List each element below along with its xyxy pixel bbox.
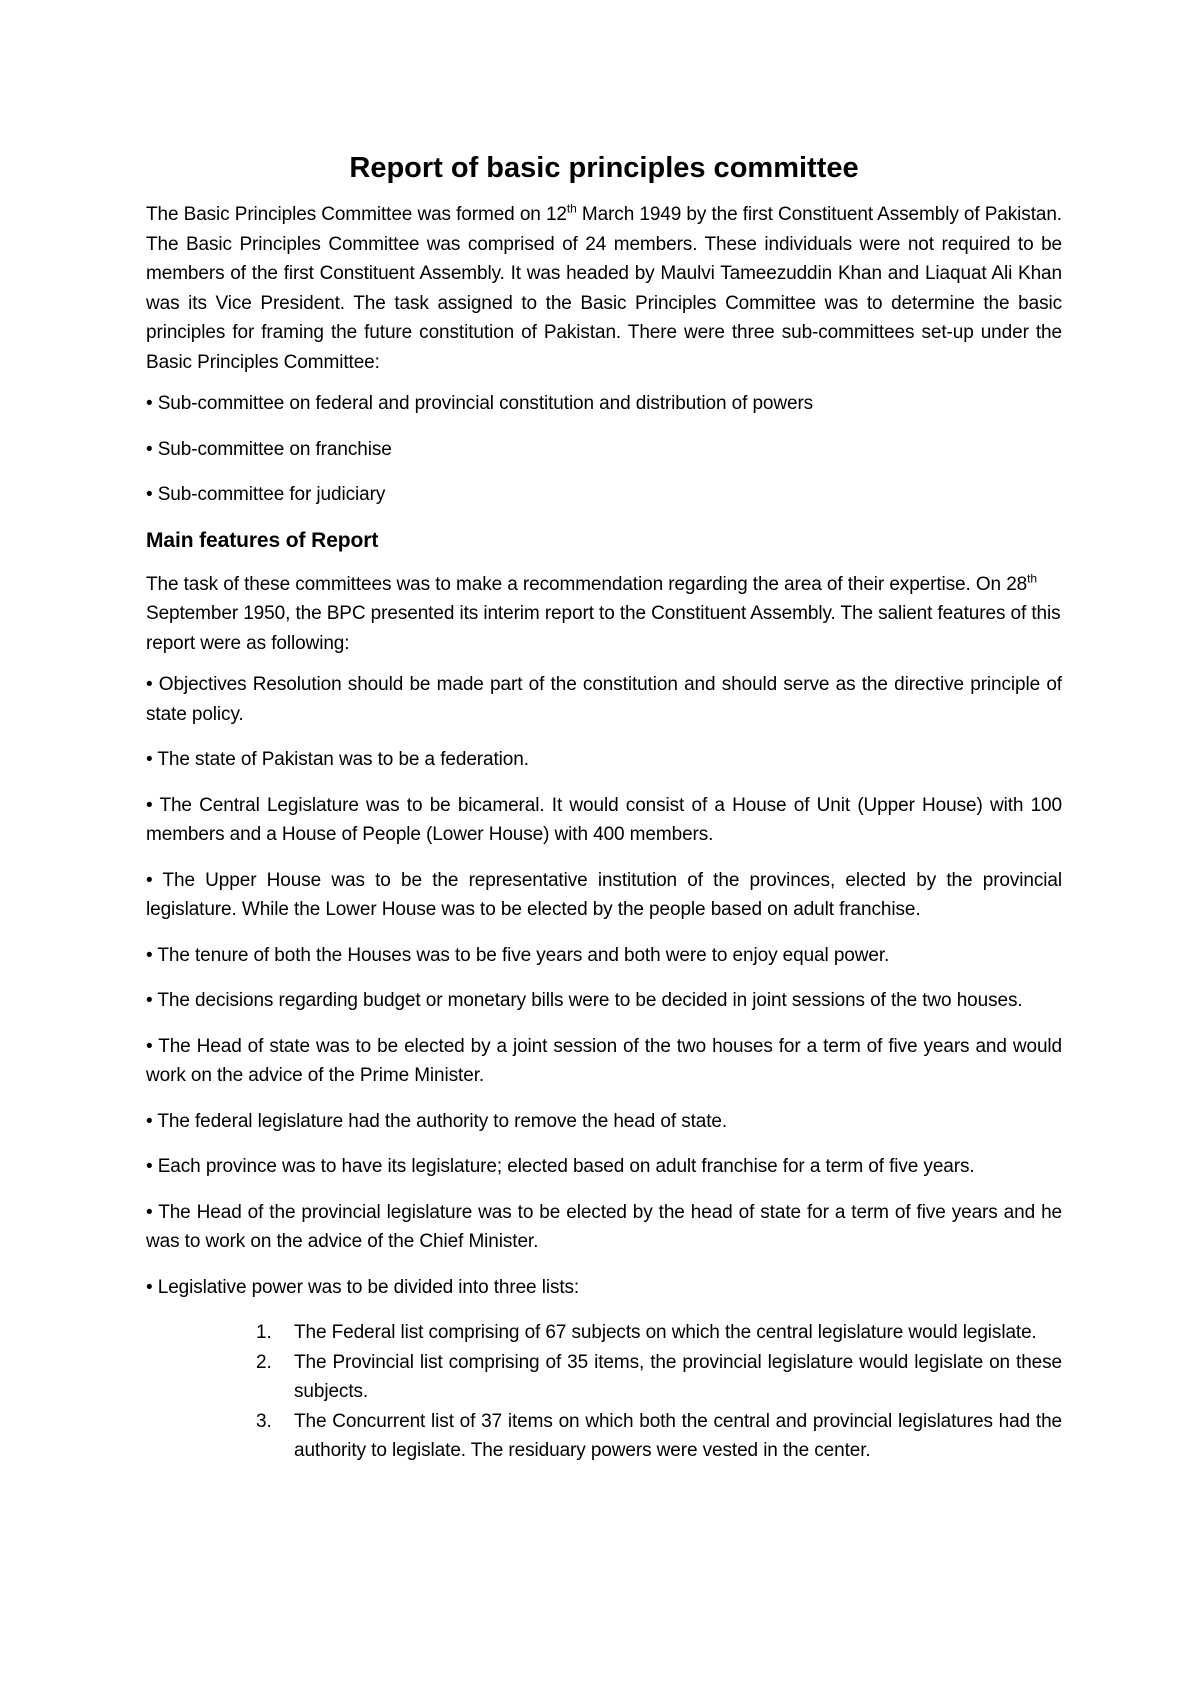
feature-item: • The Head of state was to be elected by a joint session of the two houses for a term of five years and would work on the advice of the Prime Minister. xyxy=(146,1035,1062,1086)
list-number: 2. xyxy=(256,1351,272,1373)
features-intro-superscript: th xyxy=(1027,571,1037,586)
feature-item: • Objectives Resolution should be made part of the constitution and should serve as the directive principle of state policy. xyxy=(146,674,1062,725)
feature-item: • The decisions regarding budget or monetary bills were to be decided in joint sessions of the two houses. xyxy=(146,990,1023,1011)
subcommittee-item: • Sub-committee for judiciary xyxy=(146,484,386,505)
intro-text-start: The Basic Principles Committee was formed on 12 xyxy=(146,204,567,225)
section-heading: Main features of Report xyxy=(146,528,379,552)
legislative-list-item xyxy=(146,1318,1062,1348)
list-number: 1. xyxy=(256,1322,272,1343)
intro-paragraph xyxy=(146,200,1062,377)
features-intro-paragraph xyxy=(146,570,1062,659)
list-text: The Concurrent list of 37 items on which both the central and provincial legislatures had the authority to legislate. The residuary powers were vested in the center. xyxy=(294,1410,1062,1461)
list-text: The Federal list comprising of 67 subjects on which the central legislature would legislate. xyxy=(294,1322,1037,1343)
page-title: Report of basic principles committee xyxy=(349,152,859,184)
feature-item: • Each province was to have its legislature; elected based on adult franchise for a term of five years. xyxy=(146,1156,975,1177)
list-text: The Provincial list comprising of 35 items, the provincial legislature would legislate on these subjects. xyxy=(294,1351,1062,1402)
subcommittee-item: • Sub-committee on franchise xyxy=(146,438,392,460)
feature-item: • The federal legislature had the authority to remove the head of state. xyxy=(146,1110,728,1132)
feature-item: • The tenure of both the Houses was to be five years and both were to enjoy equal power. xyxy=(146,944,890,966)
legislative-list-item xyxy=(146,1348,1062,1407)
features-intro-text-end: September 1950, the BPC presented its interim report to the Constituent Assembly. The salient features of this report were as following: xyxy=(146,603,1061,654)
legislative-lists xyxy=(146,1318,1062,1466)
feature-item: • The Central Legislature was to be bicameral. It would consist of a House of Unit (Upper House) with 100 members and a House of People (Lower House) with 400 members. xyxy=(146,794,1062,845)
features-intro-text-start: The task of these committees was to make a recommendation regarding the area of their expertise. On 28 xyxy=(146,573,1028,595)
feature-item: • Legislative power was to be divided into three lists: xyxy=(146,1276,580,1298)
feature-item: • The Head of the provincial legislature was to be elected by the head of state for a term of five years and he was to work on the advice of the Chief Minister. xyxy=(146,1201,1062,1252)
legislative-list-item xyxy=(146,1407,1062,1466)
feature-item: • The state of Pakistan was to be a federation. xyxy=(146,749,529,770)
document-content xyxy=(146,150,1062,1466)
intro-text-end: March 1949 by the first Constituent Assembly of Pakistan. The Basic Principles Committee was comprised of 24 members. These individuals were not required to be members of the first Constituent Assembly. It was headed by Maulvi Tameezuddin Khan and Liaquat Ali Khan was its Vice President. The task assigned to the Basic Principles Committee was to determine the basic principles for framing the future constitution of Pakistan. There were three sub-committees set-up under the Basic Principles Committee: xyxy=(146,204,1062,373)
intro-superscript: th xyxy=(566,201,577,216)
subcommittee-item: • Sub-committee on federal and provincial constitution and distribution of powers xyxy=(146,393,814,414)
feature-item: • The Upper House was to be the representative institution of the provinces, elected by the provincial legislature. While the Lower House was to be elected by the people based on adult franchise. xyxy=(146,869,1062,920)
list-number: 3. xyxy=(256,1410,272,1432)
